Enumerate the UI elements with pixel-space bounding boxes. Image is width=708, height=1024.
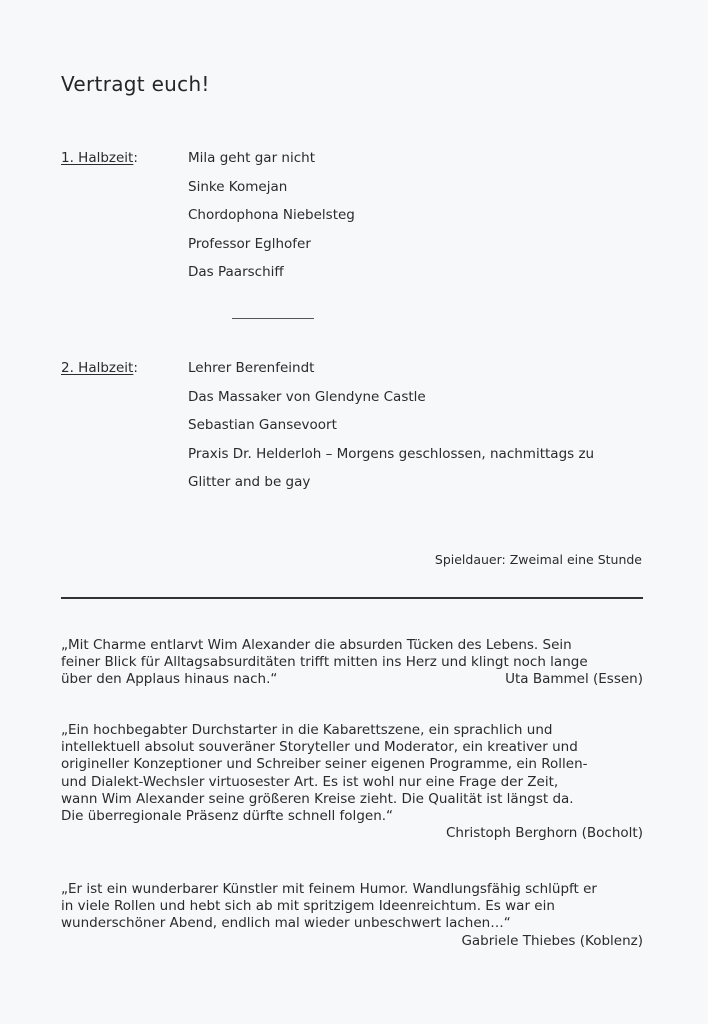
quote-line: intellektuell absolut souveräner Storyteller und Moderator, ein kreativer und — [61, 739, 578, 756]
act-item: Chordophona Niebelsteg — [188, 207, 355, 223]
press-quote — [61, 881, 643, 950]
quote-line: und Dialekt-Wechsler virtuosester Art. Es ist wohl nur eine Frage der Zeit, — [61, 773, 559, 790]
quote-line: „Mit Charme entlarvt Wim Alexander die absurden Tücken des Lebens. Sein — [61, 637, 572, 653]
second-half-acts — [188, 360, 594, 503]
act-item: Sinke Komejan — [188, 178, 288, 195]
quote-line: „Er ist ein wunderbarer Künstler mit feinem Humor. Wandlungsfähig schlüpft er — [61, 881, 597, 897]
act-item: Glitter and be gay — [188, 474, 311, 490]
first-half-colon: : — [133, 150, 138, 166]
second-half-label — [61, 360, 138, 376]
quote-line: über den Applaus hinaus nach.“ — [61, 671, 278, 688]
quote-line: wunderschöner Abend, endlich mal wieder unbeschwert lachen…“ — [61, 915, 511, 932]
act-item: Das Paarschiff — [188, 264, 284, 280]
quote-line: origineller Konzeptioner und Schreiber seiner eigenen Programme, ein Rollen- — [61, 756, 588, 773]
first-half-label-text: 1. Halbzeit — [61, 150, 134, 166]
quote-source: Uta Bammel (Essen) — [505, 671, 643, 688]
press-quote — [61, 722, 643, 842]
section-divider — [61, 597, 643, 599]
second-half-colon: : — [133, 360, 138, 376]
quote-source: Christoph Berghorn (Bocholt) — [445, 825, 643, 842]
quote-line: „Ein hochbegabter Durchstarter in die Kabarettszene, ein sprachlich und — [61, 722, 553, 738]
act-item: Sebastian Gansevoort — [188, 417, 337, 433]
act-item: Lehrer Berenfeindt — [188, 360, 315, 376]
intermission-divider — [232, 318, 314, 319]
first-half-label — [61, 150, 138, 166]
quote-line: in viele Rollen und hebt sich ab mit spritzigem Ideenreichtum. Es war ein — [61, 898, 555, 915]
quote-line: feiner Blick für Alltagsabsurditäten trifft mitten ins Herz und klingt noch lange — [61, 654, 588, 671]
press-quote — [61, 637, 643, 689]
quote-line: Die überregionale Präsenz dürfte schnell folgen.“ — [61, 808, 394, 825]
act-item: Praxis Dr. Helderloh – Morgens geschlossen, nachmittags zu — [188, 445, 595, 462]
act-item: Mila geht gar nicht — [188, 150, 315, 166]
second-half-label-text: 2. Halbzeit — [61, 360, 134, 376]
first-half-acts — [188, 150, 355, 293]
duration-note: Spieldauer: Zweimal eine Stunde — [434, 552, 642, 567]
quote-source: Gabriele Thiebes (Koblenz) — [461, 932, 643, 949]
act-item: Professor Eglhofer — [188, 235, 311, 252]
quote-line: wann Wim Alexander seine größeren Kreise zieht. Die Qualität ist längst da. — [61, 790, 574, 807]
act-item: Das Massaker von Glendyne Castle — [188, 388, 426, 405]
program-title: Vertragt euch! — [61, 72, 210, 96]
